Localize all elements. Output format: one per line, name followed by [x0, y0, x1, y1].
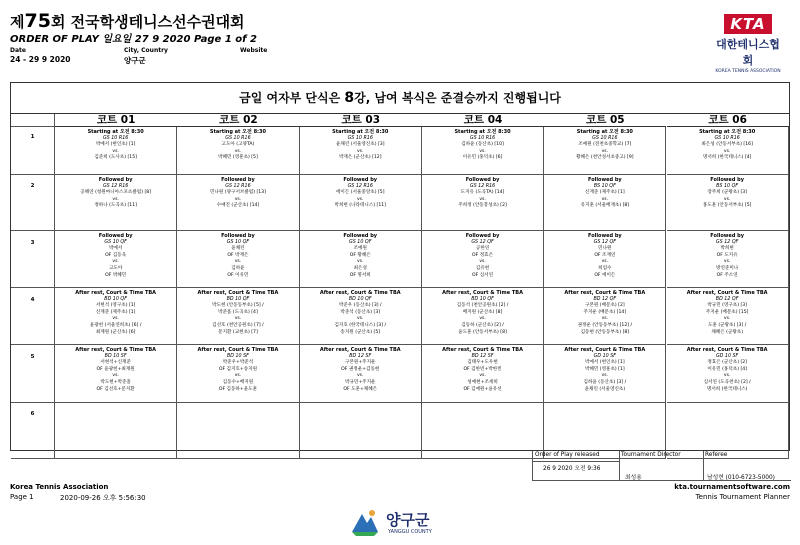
match-player: OF 권정운+김동현	[341, 366, 380, 372]
match-player: OF 김동욱	[105, 252, 127, 258]
match-player: OF 도지유	[716, 252, 738, 258]
match-event: BS 10 QF	[716, 183, 739, 189]
court-header: 코트 01	[55, 114, 177, 127]
match-player: 서현석 (영구초) [1]	[95, 303, 136, 309]
match-vs: vs.	[723, 196, 731, 202]
match-start: Followed by	[343, 177, 378, 183]
match-player: 박예서	[108, 246, 123, 252]
match-player: 최은성	[353, 265, 367, 271]
match-cell	[422, 403, 544, 459]
match-player: 박준우 (동산초) [3] /	[338, 303, 382, 309]
match-start: After rest, Court & Time TBA	[442, 290, 523, 296]
match-player: OF 주소연	[716, 272, 738, 278]
footer-association: Korea Tennis Association	[10, 483, 109, 491]
row-number-header	[11, 114, 55, 127]
match-vs: vs.	[234, 148, 242, 154]
page-title	[10, 10, 245, 32]
match-cell	[667, 175, 789, 231]
match-player: 구본원+주지운	[345, 360, 376, 366]
match-event: GS 12 QF	[715, 239, 739, 245]
match-vs: vs.	[112, 373, 119, 379]
court-header: 코트 03	[300, 114, 422, 127]
match-player: 명서희 (한국테니스)	[706, 386, 748, 392]
match-player: 최은성 (안동서부초) [16]	[701, 142, 753, 148]
match-start: Followed by	[98, 233, 133, 239]
match-player: 윤광헌 (서울연희초) [6] /	[89, 322, 142, 328]
match-vs: vs.	[723, 373, 731, 379]
footer-page: Page 1	[10, 493, 34, 501]
match-player: 박예서 (현인초) [1]	[585, 360, 625, 366]
match-player: 김동하 (군산초) [2] /	[461, 322, 504, 328]
match-player: 주지운 (배문초) [14]	[583, 309, 627, 315]
banner-number: 8	[344, 90, 355, 106]
title-prefix: 제	[10, 13, 25, 31]
match-player: OF 김선호+문지환	[96, 386, 135, 392]
match-player: 희엄수	[598, 265, 612, 271]
match-player: 수애진 (군산초) [14]	[216, 203, 260, 209]
match-start: After rest, Court & Time TBA	[75, 347, 157, 353]
match-event: BD 10 SF	[104, 353, 127, 359]
match-cell	[667, 345, 789, 403]
director-label: Tournament Director	[621, 452, 681, 458]
match-vs: vs.	[234, 316, 242, 322]
match-event: GS 10 R16	[469, 135, 496, 141]
match-start: After rest, Court & Time TBA	[319, 290, 401, 296]
match-player: 김하윤	[231, 265, 245, 271]
city-logo-korean: 양구군	[386, 511, 430, 529]
match-event: BD 12 QF	[715, 296, 739, 302]
match-vs: vs.	[601, 373, 609, 379]
match-vs: vs.	[234, 259, 242, 265]
match-player: 윤채린 (서울영신초)	[584, 386, 626, 392]
match-start: Starting at 오전 8:30	[87, 129, 144, 135]
match-event: BD 12 SF	[349, 353, 372, 359]
match-start: Followed by	[98, 177, 133, 183]
match-player: 윤도훈 (안동서부초) [8]	[458, 329, 507, 335]
match-player: 도지유 (도곡TA) [14]	[460, 190, 505, 196]
match-player: OF 박혜민	[105, 272, 127, 278]
kta-korean-name: 대한테니스협회	[716, 38, 780, 67]
row-number: 2	[11, 175, 55, 231]
order-of-play-subtitle: ORDER OF PLAY 일요일 27 9 2020 Page 1 of 2	[10, 34, 257, 45]
match-start: After rest, Court & Time TBA	[442, 347, 523, 353]
match-player: OF 박재은	[227, 252, 249, 258]
match-cell	[177, 345, 299, 403]
match-start: Followed by	[465, 233, 500, 239]
match-start: After rest, Court & Time TBA	[75, 290, 157, 296]
website-label: Website	[240, 47, 268, 54]
city-logo-english: YANGGU COUNTY	[388, 529, 432, 535]
match-cell	[544, 127, 666, 175]
match-event: GS 12 R16	[102, 183, 129, 189]
match-player: 장주희 (군왕초) [3]	[707, 190, 747, 196]
match-player: 신재준 (제주초) [1]	[95, 309, 136, 315]
match-player: 조예원 (전천초중학교) [7]	[578, 142, 632, 148]
match-cell	[177, 127, 299, 175]
match-cell	[55, 403, 177, 459]
released-value: 26 9 2020 오전 9:36	[543, 466, 601, 472]
match-cell	[177, 175, 299, 231]
match-player: 김선호 (천안공원초) [7] /	[212, 322, 264, 328]
match-vs: vs.	[357, 373, 364, 379]
match-player: 권정운 (안동동부초) [12] /	[577, 322, 633, 328]
match-player: 김태우+도우현	[467, 360, 498, 366]
match-cell	[422, 231, 544, 288]
match-vs: vs.	[723, 259, 731, 265]
match-player: 에이든 (서울중앙초) [5]	[335, 190, 385, 196]
match-start: After rest, Court & Time TBA	[564, 347, 646, 353]
match-event: BD 12 QF	[593, 296, 617, 302]
banner-text-pre: 금일 여자부 단식은	[239, 91, 345, 105]
match-player: 김유현	[475, 265, 490, 271]
match-player: 공한연	[475, 246, 490, 252]
match-event: GD 10 SF	[593, 353, 617, 359]
match-vs: vs.	[601, 316, 609, 322]
match-player: 정하나 (도곡초) [11]	[94, 203, 137, 209]
match-player: 유지훈 (서울배재초) [8]	[580, 203, 630, 209]
match-player: 배지원 (군산초) [8]	[462, 309, 503, 315]
match-event: GS 10 R16	[225, 135, 251, 141]
match-vs: vs.	[234, 196, 242, 202]
match-start: Starting at 오전 8:30	[454, 129, 511, 135]
match-cell	[544, 231, 666, 288]
match-player: 문지환 (교현초) [7]	[218, 329, 258, 335]
match-event: BS 10 QF	[593, 183, 616, 189]
referee-value: 남성현 (010-6723-5000)	[707, 475, 775, 481]
match-vs: vs.	[479, 196, 486, 202]
match-player: 윤채린	[231, 246, 245, 252]
match-player: OF 황혜은	[349, 252, 371, 258]
row-number: 1	[11, 127, 55, 175]
court-header: 코트 05	[544, 114, 666, 127]
order-of-play-board	[10, 82, 790, 451]
match-vs: vs.	[479, 259, 486, 265]
match-player: OF 김동하+윤도훈	[218, 386, 258, 392]
kta-mark: KTA	[724, 14, 771, 34]
match-event: GS 12 R16	[225, 183, 251, 189]
match-player: OF 심서연	[472, 272, 494, 278]
match-cell	[177, 231, 299, 288]
match-player: 김동현 (안동동부초) [8]	[580, 329, 630, 335]
banner-text-post: 강, 남여 복식은 준결승까지 진행됩니다	[354, 91, 561, 105]
match-vs: vs.	[357, 196, 364, 202]
match-player: 윤채린 (서울영신초) [3]	[335, 142, 385, 148]
match-vs: vs.	[112, 316, 119, 322]
match-player: 박도현+박준흠	[100, 379, 131, 385]
match-event: BD 10 QF	[348, 296, 372, 302]
match-cell	[300, 288, 422, 345]
match-cell	[544, 345, 666, 403]
match-vs: vs.	[479, 316, 486, 322]
match-player: 이유민 (홍덕초) [6]	[462, 155, 503, 161]
match-player: 김지호 (한국테니스) [3] /	[334, 322, 386, 328]
match-player: 서현석+신재준	[100, 360, 131, 366]
match-start: Followed by	[587, 233, 622, 239]
match-cell	[300, 403, 422, 459]
match-event: BD 10 QF	[471, 296, 494, 302]
match-vs: vs.	[601, 148, 609, 154]
match-cell	[300, 345, 422, 403]
row-number: 3	[11, 231, 55, 288]
match-vs: vs.	[601, 196, 609, 202]
kta-logo	[712, 14, 784, 74]
yanggu-county-logo	[348, 506, 458, 540]
match-player: 박규민 (영구초) [3]	[707, 303, 747, 309]
match-vs: vs.	[357, 148, 364, 154]
match-event: GS 12 R16	[347, 183, 373, 189]
match-player: 박희현 (나라테니스) [11]	[334, 203, 386, 209]
row-number: 5	[11, 345, 55, 403]
match-player: 공해연 (청원마니아스포츠클럽) [8]	[80, 190, 151, 196]
match-vs: vs.	[112, 148, 119, 154]
match-player: 박재은 (군산초) [12]	[338, 155, 382, 161]
match-event: GS 10 QF	[226, 239, 250, 245]
match-player: 박준석 (동산초) [3]	[340, 309, 381, 315]
city-label: City, Country	[124, 47, 168, 54]
match-vs: vs.	[112, 196, 119, 202]
match-player: 박예서 (현인초) [1]	[95, 142, 136, 148]
match-start: Starting at 오전 8:30	[576, 129, 633, 135]
match-player: 황혜은 (천안성서초중고) [9]	[576, 155, 634, 161]
match-vs: vs.	[479, 148, 486, 154]
match-player: 박준우+박준석	[222, 360, 254, 366]
match-player: OF 명서희	[349, 272, 371, 278]
match-player: OF 도훈+채혜은	[343, 386, 378, 392]
match-start: Starting at 오전 8:30	[699, 129, 756, 135]
match-cell	[300, 175, 422, 231]
title-number: 75	[24, 10, 51, 32]
match-cell	[55, 345, 177, 403]
row-number: 6	[11, 403, 55, 459]
match-player: 김하윤 (동산초) [10]	[461, 142, 504, 148]
match-event: BD 10 QF	[226, 296, 250, 302]
footer-site: kta.tournamentsoftware.com	[674, 483, 790, 491]
match-start: Followed by	[221, 177, 255, 183]
match-event: GS 10 R16	[714, 135, 740, 141]
match-player: 고도아	[108, 265, 123, 271]
release-info-table	[532, 451, 791, 481]
match-event: BD 10 SF	[226, 353, 249, 359]
yanggu-emblem-icon	[348, 506, 382, 540]
match-cell	[667, 288, 789, 345]
match-cell	[422, 175, 544, 231]
match-player: 민나원	[598, 246, 612, 252]
match-vs: vs.	[723, 316, 731, 322]
match-player: 성예현+조세희	[467, 379, 498, 385]
match-start: After rest, Court & Time TBA	[686, 290, 768, 296]
director-value: 최성용	[625, 475, 642, 481]
match-start: Followed by	[221, 233, 255, 239]
match-player: 방연준미나	[716, 265, 739, 271]
released-label: Order of Play released	[535, 452, 600, 458]
match-start: After rest, Court & Time TBA	[197, 347, 279, 353]
date-label: Date	[10, 47, 26, 54]
match-cell	[422, 345, 544, 403]
match-event: GS 12 QF	[471, 239, 494, 245]
match-start: Followed by	[587, 177, 622, 183]
match-player: 정효은 (군산초) [2]	[707, 360, 747, 366]
match-player: 김하윤 (동산초) [3] /	[583, 379, 627, 385]
footer-planner: Tennis Tournament Planner	[695, 493, 790, 501]
match-cell	[55, 175, 177, 231]
notice-banner	[11, 83, 789, 114]
match-player: 박규민+주지운	[345, 379, 376, 385]
match-player: 심서연 (도곡천초) [2] /	[703, 379, 751, 385]
match-cell	[300, 127, 422, 175]
match-player: 박혜민 (영훈초) [5]	[218, 155, 258, 161]
match-vs: vs.	[723, 148, 731, 154]
match-player: OF 에이든	[594, 272, 616, 278]
match-vs: vs.	[357, 316, 364, 322]
match-cell	[422, 127, 544, 175]
match-event: GD 10 SF	[715, 353, 739, 359]
match-player: 김동수+배지원	[222, 379, 254, 385]
row-number: 4	[11, 288, 55, 345]
match-cell	[177, 288, 299, 345]
match-vs: vs.	[357, 259, 364, 265]
match-cell	[422, 288, 544, 345]
match-event: BD 12 SF	[471, 353, 494, 359]
match-cell	[667, 231, 789, 288]
match-event: GS 10 R16	[102, 135, 129, 141]
match-player: OF 김지호+송지원	[218, 366, 258, 372]
match-player: 도훈 (군왕초) [3] /	[708, 322, 747, 328]
match-player: 주지운 (배문초) [15]	[705, 309, 749, 315]
match-cell	[544, 175, 666, 231]
match-vs: vs.	[601, 259, 609, 265]
match-event: BD 10 QF	[104, 296, 127, 302]
match-player: OF 정효은	[472, 252, 494, 258]
match-cell	[544, 288, 666, 345]
match-event: GS 12 QF	[593, 239, 617, 245]
match-player: 박도현 (안동동부초) [5] /	[212, 303, 264, 309]
match-cell	[177, 403, 299, 459]
match-player: 이유민 (홍덕초) [4]	[707, 366, 747, 372]
referee-label: Referee	[705, 452, 728, 458]
match-player: 홍도훈 (안동서부초) [5]	[702, 203, 752, 209]
match-player: 채혜은 (군왕초)	[711, 329, 743, 335]
match-event: GS 10 QF	[349, 239, 372, 245]
match-cell	[667, 127, 789, 175]
match-event: GS 10 R16	[592, 135, 618, 141]
match-player: 신재준 (제주초) [1]	[585, 190, 625, 196]
match-start: After rest, Court & Time TBA	[686, 347, 768, 353]
match-player: 구본원 (배문초) [2]	[585, 303, 625, 309]
match-player: OF 조재연	[594, 252, 616, 258]
match-vs: vs.	[479, 373, 486, 379]
match-vs: vs.	[234, 373, 242, 379]
match-player: 박준흠 (도곡초) [4]	[218, 309, 258, 315]
match-start: Followed by	[343, 233, 378, 239]
match-player: OF 김한빈+박한빈	[463, 366, 502, 372]
match-start: After rest, Court & Time TBA	[197, 290, 279, 296]
title-suffix: 회 전국학생테니스선수권대회	[50, 13, 245, 31]
match-player: 최재원 (군산초) [6]	[95, 329, 136, 335]
match-cell	[55, 288, 177, 345]
match-player: 김동석 (천안공원초) [2] /	[456, 303, 509, 309]
match-player: 주희정 (안동봉성초) [2]	[458, 203, 507, 209]
match-cell	[55, 127, 177, 175]
match-cell	[55, 231, 177, 288]
match-start: After rest, Court & Time TBA	[319, 347, 401, 353]
court-header: 코트 04	[422, 114, 544, 127]
kta-english-name: KOREA TENNIS ASSOCIATION	[715, 69, 781, 74]
match-player: 송지원 (군산초) [5]	[340, 329, 381, 335]
court-header: 코트 06	[667, 114, 789, 127]
match-start: Followed by	[710, 233, 744, 239]
match-start: Followed by	[710, 177, 744, 183]
match-player: 김준희 (도사초) [15]	[94, 155, 137, 161]
date-value: 24 - 29 9 2020	[10, 55, 71, 64]
match-start: Followed by	[465, 177, 500, 183]
match-player: 박희현	[720, 246, 734, 252]
match-player: OF 김예원+윤유선	[463, 386, 502, 392]
city-value: 양구군	[124, 56, 146, 65]
match-player: OF 이유민	[227, 272, 249, 278]
match-player: 민나원 (양구서브클럽) [13]	[210, 190, 266, 196]
footer-printed-date: 2020-09-26 오후 5:56:30	[60, 494, 146, 502]
match-event: GS 10 R16	[347, 135, 373, 141]
match-player: 박혜민 (영훈초) [1]	[585, 366, 625, 372]
match-player: 고도아 (고양TA)	[221, 142, 255, 148]
match-vs: vs.	[112, 259, 119, 265]
match-event: GS 12 R16	[469, 183, 496, 189]
match-start: Starting at 오전 8:30	[332, 129, 389, 135]
match-player: 명서희 (한국테니스) [4]	[702, 155, 752, 161]
match-player: 조예원	[353, 246, 367, 252]
match-cell	[300, 231, 422, 288]
match-start: Starting at 오전 8:30	[209, 129, 267, 135]
match-start: After rest, Court & Time TBA	[564, 290, 646, 296]
match-event: GS 10 QF	[104, 239, 127, 245]
match-player: OF 윤광헌+최재원	[96, 366, 135, 372]
court-header: 코트 02	[177, 114, 299, 127]
